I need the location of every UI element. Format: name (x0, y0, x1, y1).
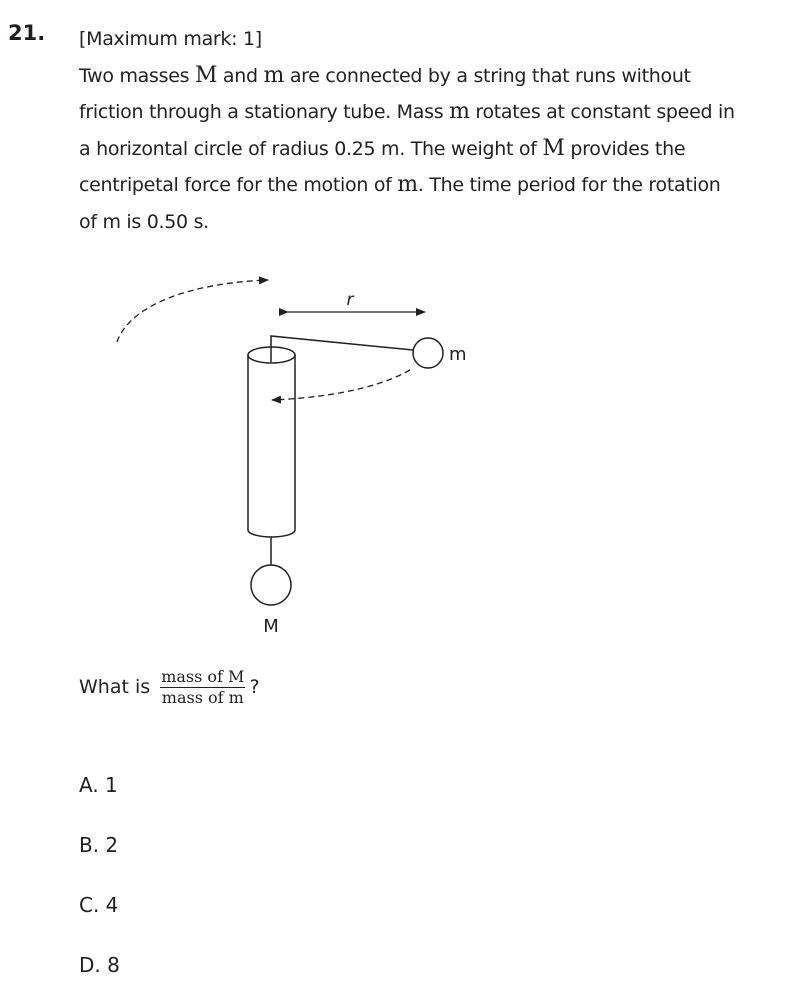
option-a[interactable]: A. 1 (79, 773, 118, 797)
option-b[interactable]: B. 2 (79, 833, 119, 857)
prompt-suffix: ? (249, 676, 260, 698)
stem-line-5: of m is 0.50 s. (79, 210, 209, 233)
option-d[interactable]: D. 8 (79, 953, 120, 977)
stem-line-1: Two masses M and m are connected by a string that runs without (79, 62, 691, 88)
mass-ratio-fraction (160, 667, 245, 707)
option-c[interactable]: C. 4 (79, 893, 119, 917)
question-number: 21. (8, 21, 46, 45)
stem-line-4: centripetal force for the motion of m. The time period for the rotation (79, 172, 721, 197)
stem-line-3: a horizontal circle of radius 0.25 m. The weight of M provides the (79, 135, 686, 161)
marks-label: [Maximum mark: 1] (79, 28, 262, 50)
fraction-numerator: mass of M (161, 667, 245, 686)
stem-line-2: friction through a stationary tube. Mass m rotates at constant speed in (79, 99, 735, 124)
rotation-arc-lower (272, 370, 410, 400)
fraction-denominator: mass of m (161, 688, 244, 707)
label-r: r (346, 290, 354, 310)
prompt (79, 667, 260, 707)
prompt-prefix: What is (79, 676, 157, 698)
mass-m (413, 338, 443, 368)
label-M: M (263, 616, 279, 637)
rotation-arc-upper (117, 280, 268, 342)
label-m: m (449, 344, 467, 365)
mass-M (251, 565, 291, 605)
tube-bottom (248, 530, 295, 537)
